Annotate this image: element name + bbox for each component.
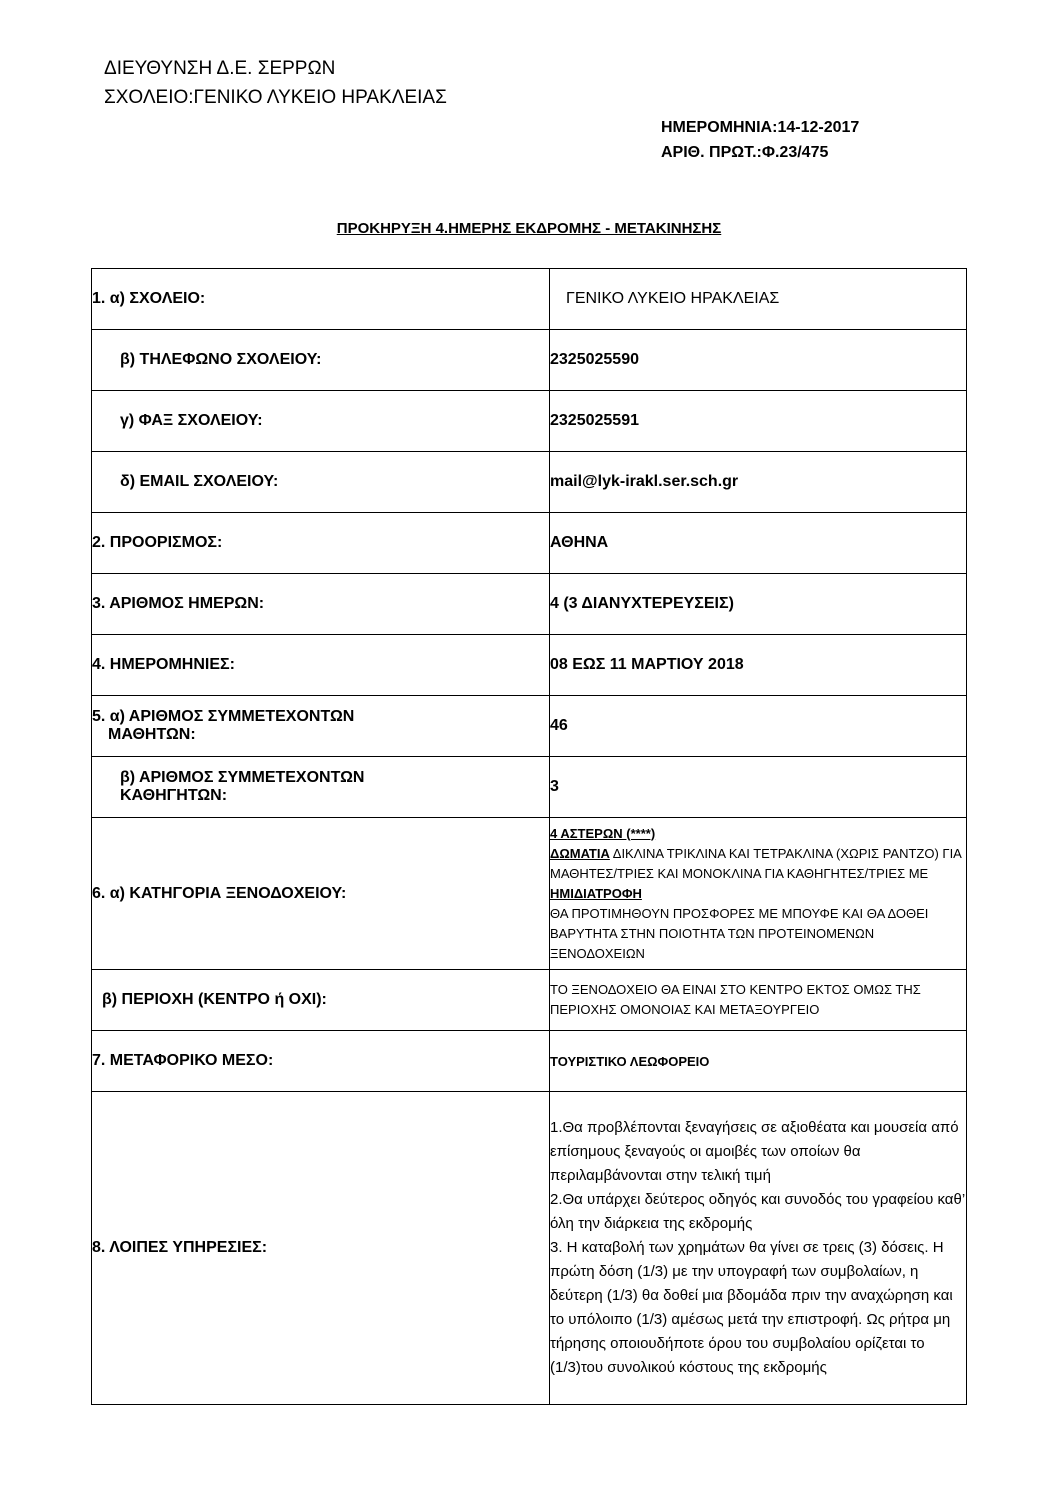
hotel-preference: ΘΑ ΠΡΟΤΙΜΗΘΟΥΝ ΠΡΟΣΦΟΡΕΣ ΜΕ ΜΠΟΥΦΕ ΚΑΙ ΘΑ ΔΟΘΕΙ ΒΑΡΥΤΗΤΑ ΣΤΗΝ ΠΟΙΟΤΗΤΑ ΤΩΝ ΠΡΟΤΕΙΝΟΜΕΝΩΝ ΞΕΝΟΔΟΧΕΙΩΝ (550, 905, 929, 961)
school-label: 1. α) ΣΧΟΛΕΙΟ: (92, 269, 550, 330)
hotel-rooms (550, 844, 966, 904)
table-row (92, 574, 967, 635)
hotel-stars: 4 ΑΣΤΕΡΩΝ (****) (550, 825, 656, 841)
table-row (92, 970, 967, 1031)
hotel-board: ΗΜΙΔΙΑΤΡΟΦΗ (550, 885, 642, 901)
teachers-label-line1: β) ΑΡΙΘΜΟΣ ΣΥΜΜΕΤΕΧΟΝΤΩΝ (120, 769, 365, 786)
table-row (92, 1092, 967, 1405)
services-value (550, 1092, 967, 1405)
students-value: 46 (550, 696, 967, 757)
area-value: ΤΟ ΞΕΝΟΔΟΧΕΙΟ ΘΑ ΕΙΝΑΙ ΣΤΟ ΚΕΝΤΡΟ ΕΚΤΟΣ ΟΜΩΣ ΤΗΣ ΠΕΡΙΟΧΗΣ ΟΜΟΝΟΙΑΣ ΚΑΙ ΜΕΤΑΞΟΥΡΓΕΙΟ (550, 970, 967, 1031)
protocol-number: ΑΡΙΘ. ΠΡΩΤ.:Φ.23/475 (661, 144, 829, 161)
table-row (92, 1031, 967, 1092)
table-row (92, 269, 967, 330)
hotel-label: 6. α) ΚΑΤΗΓΟΡΙΑ ΞΕΝΟΔΟΧΕΙΟΥ: (92, 818, 550, 970)
directorate-heading: ΔΙΕΥΘΥΝΣΗ Δ.Ε. ΣΕΡΡΩΝ (104, 58, 336, 79)
area-label: β) ΠΕΡΙΟΧΗ (ΚΕΝΤΡΟ ή ΟΧΙ): (92, 970, 550, 1031)
transport-value: ΤΟΥΡΙΣΤΙΚΟ ΛΕΩΦΟΡΕΙΟ (550, 1031, 967, 1092)
table-row (92, 696, 967, 757)
destination-value: ΑΘΗΝΑ (550, 513, 967, 574)
students-label (92, 696, 550, 757)
services-item-1: 1.Θα προβλέπονται ξεναγήσεις σε αξιοθέατα και μουσεία από επίσημους ξεναγούς οι αμοιβές των οποίων θα περιλαμβάνονται στην τελική τιμή (550, 1119, 959, 1184)
transport-label: 7. ΜΕΤΑΦΟΡΙΚΟ ΜΕΣΟ: (92, 1031, 550, 1092)
document-title: ΠΡΟΚΗΡΥΞΗ 4.ΗΜΕΡΗΣ ΕΚΔΡΟΜΗΣ - ΜΕΤΑΚΙΝΗΣΗΣ (336, 220, 722, 237)
services-item-2: 2.Θα υπάρχει δεύτερος οδηγός και συνοδός του γραφείου καθ’ όλη την διάρκεια της εκδρομής (550, 1191, 965, 1232)
phone-label: β) ΤΗΛΕΦΩΝΟ ΣΧΟΛΕΙΟΥ: (92, 330, 550, 391)
phone-value: 2325025590 (550, 330, 967, 391)
days-label: 3. ΑΡΙΘΜΟΣ ΗΜΕΡΩΝ: (92, 574, 550, 635)
days-value: 4 (3 ΔΙΑΝΥΧΤΕΡΕΥΣΕΙΣ) (550, 574, 967, 635)
table-row (92, 330, 967, 391)
table-row (92, 757, 967, 818)
school-value: ΓΕΝΙΚΟ ΛΥΚΕΙΟ ΗΡΑΚΛΕΙΑΣ (550, 269, 967, 330)
destination-label: 2. ΠΡΟΟΡΙΣΜΟΣ: (92, 513, 550, 574)
hotel-rooms-text: ΔΙΚΛΙΝΑ ΤΡΙΚΛΙΝΑ ΚΑΙ ΤΕΤΡΑΚΛΙΝΑ (ΧΩΡΙΣ ΡΑΝΤΖΟ) ΓΙΑ ΜΑΘΗΤΕΣ/ΤΡΙΕΣ ΚΑΙ ΜΟΝΟΚΛΙΝΑ ΓΙΑ ΚΑΘΗΓΗΤΕΣ/ΤΡΙΕΣ ΜΕ (550, 845, 962, 881)
school-heading: ΣΧΟΛΕΙΟ:ΓΕΝΙΚΟ ΛΥΚΕΙΟ ΗΡΑΚΛΕΙΑΣ (104, 87, 447, 108)
fax-label: γ) ΦΑΞ ΣΧΟΛΕΙΟΥ: (92, 391, 550, 452)
table-row (92, 513, 967, 574)
table-row (92, 635, 967, 696)
trip-details-table (91, 268, 967, 1405)
table-row (92, 452, 967, 513)
dates-value: 08 ΕΩΣ 11 ΜΑΡΤΙΟΥ 2018 (550, 635, 967, 696)
table-row (92, 391, 967, 452)
teachers-label (92, 757, 550, 818)
fax-value: 2325025591 (550, 391, 967, 452)
teachers-value: 3 (550, 757, 967, 818)
table-row (92, 818, 967, 970)
students-label-line1: 5. α) ΑΡΙΘΜΟΣ ΣΥΜΜΕΤΕΧΟΝΤΩΝ (92, 708, 355, 725)
document-date: ΗΜΕΡΟΜΗΝΙΑ:14-12-2017 (661, 119, 860, 136)
email-label: δ) EMAIL ΣΧΟΛΕΙΟΥ: (92, 452, 550, 513)
dates-label: 4. ΗΜΕΡΟΜΗΝΙΕΣ: (92, 635, 550, 696)
students-label-line2: ΜΑΘΗΤΩΝ: (108, 726, 196, 743)
hotel-rooms-heading: ΔΩΜΑΤΙΑ (550, 845, 610, 861)
services-label: 8. ΛΟΙΠΕΣ ΥΠΗΡΕΣΙΕΣ: (92, 1092, 550, 1405)
teachers-label-line2: ΚΑΘΗΓΗΤΩΝ: (120, 787, 228, 804)
services-item-3: 3. Η καταβολή των χρημάτων θα γίνει σε τρεις (3) δόσεις. Η πρώτη δόση (1/3) με την υπογραφή των συμβολαίων, η δεύτερη (1/3) θα δοθεί μια βδομάδα πριν την αναχώρηση και το υπόλοιπο (1/3) αμέσως μετά την επιστροφή. Ως ρήτρα μη τήρησης οποιουδήποτε όρου του συμβολαίου ορίζεται το (1/3)του συνολικού κόστους της εκδρομής (550, 1239, 953, 1376)
email-value: mail@lyk-irakl.ser.sch.gr (550, 452, 967, 513)
hotel-value (550, 818, 967, 970)
